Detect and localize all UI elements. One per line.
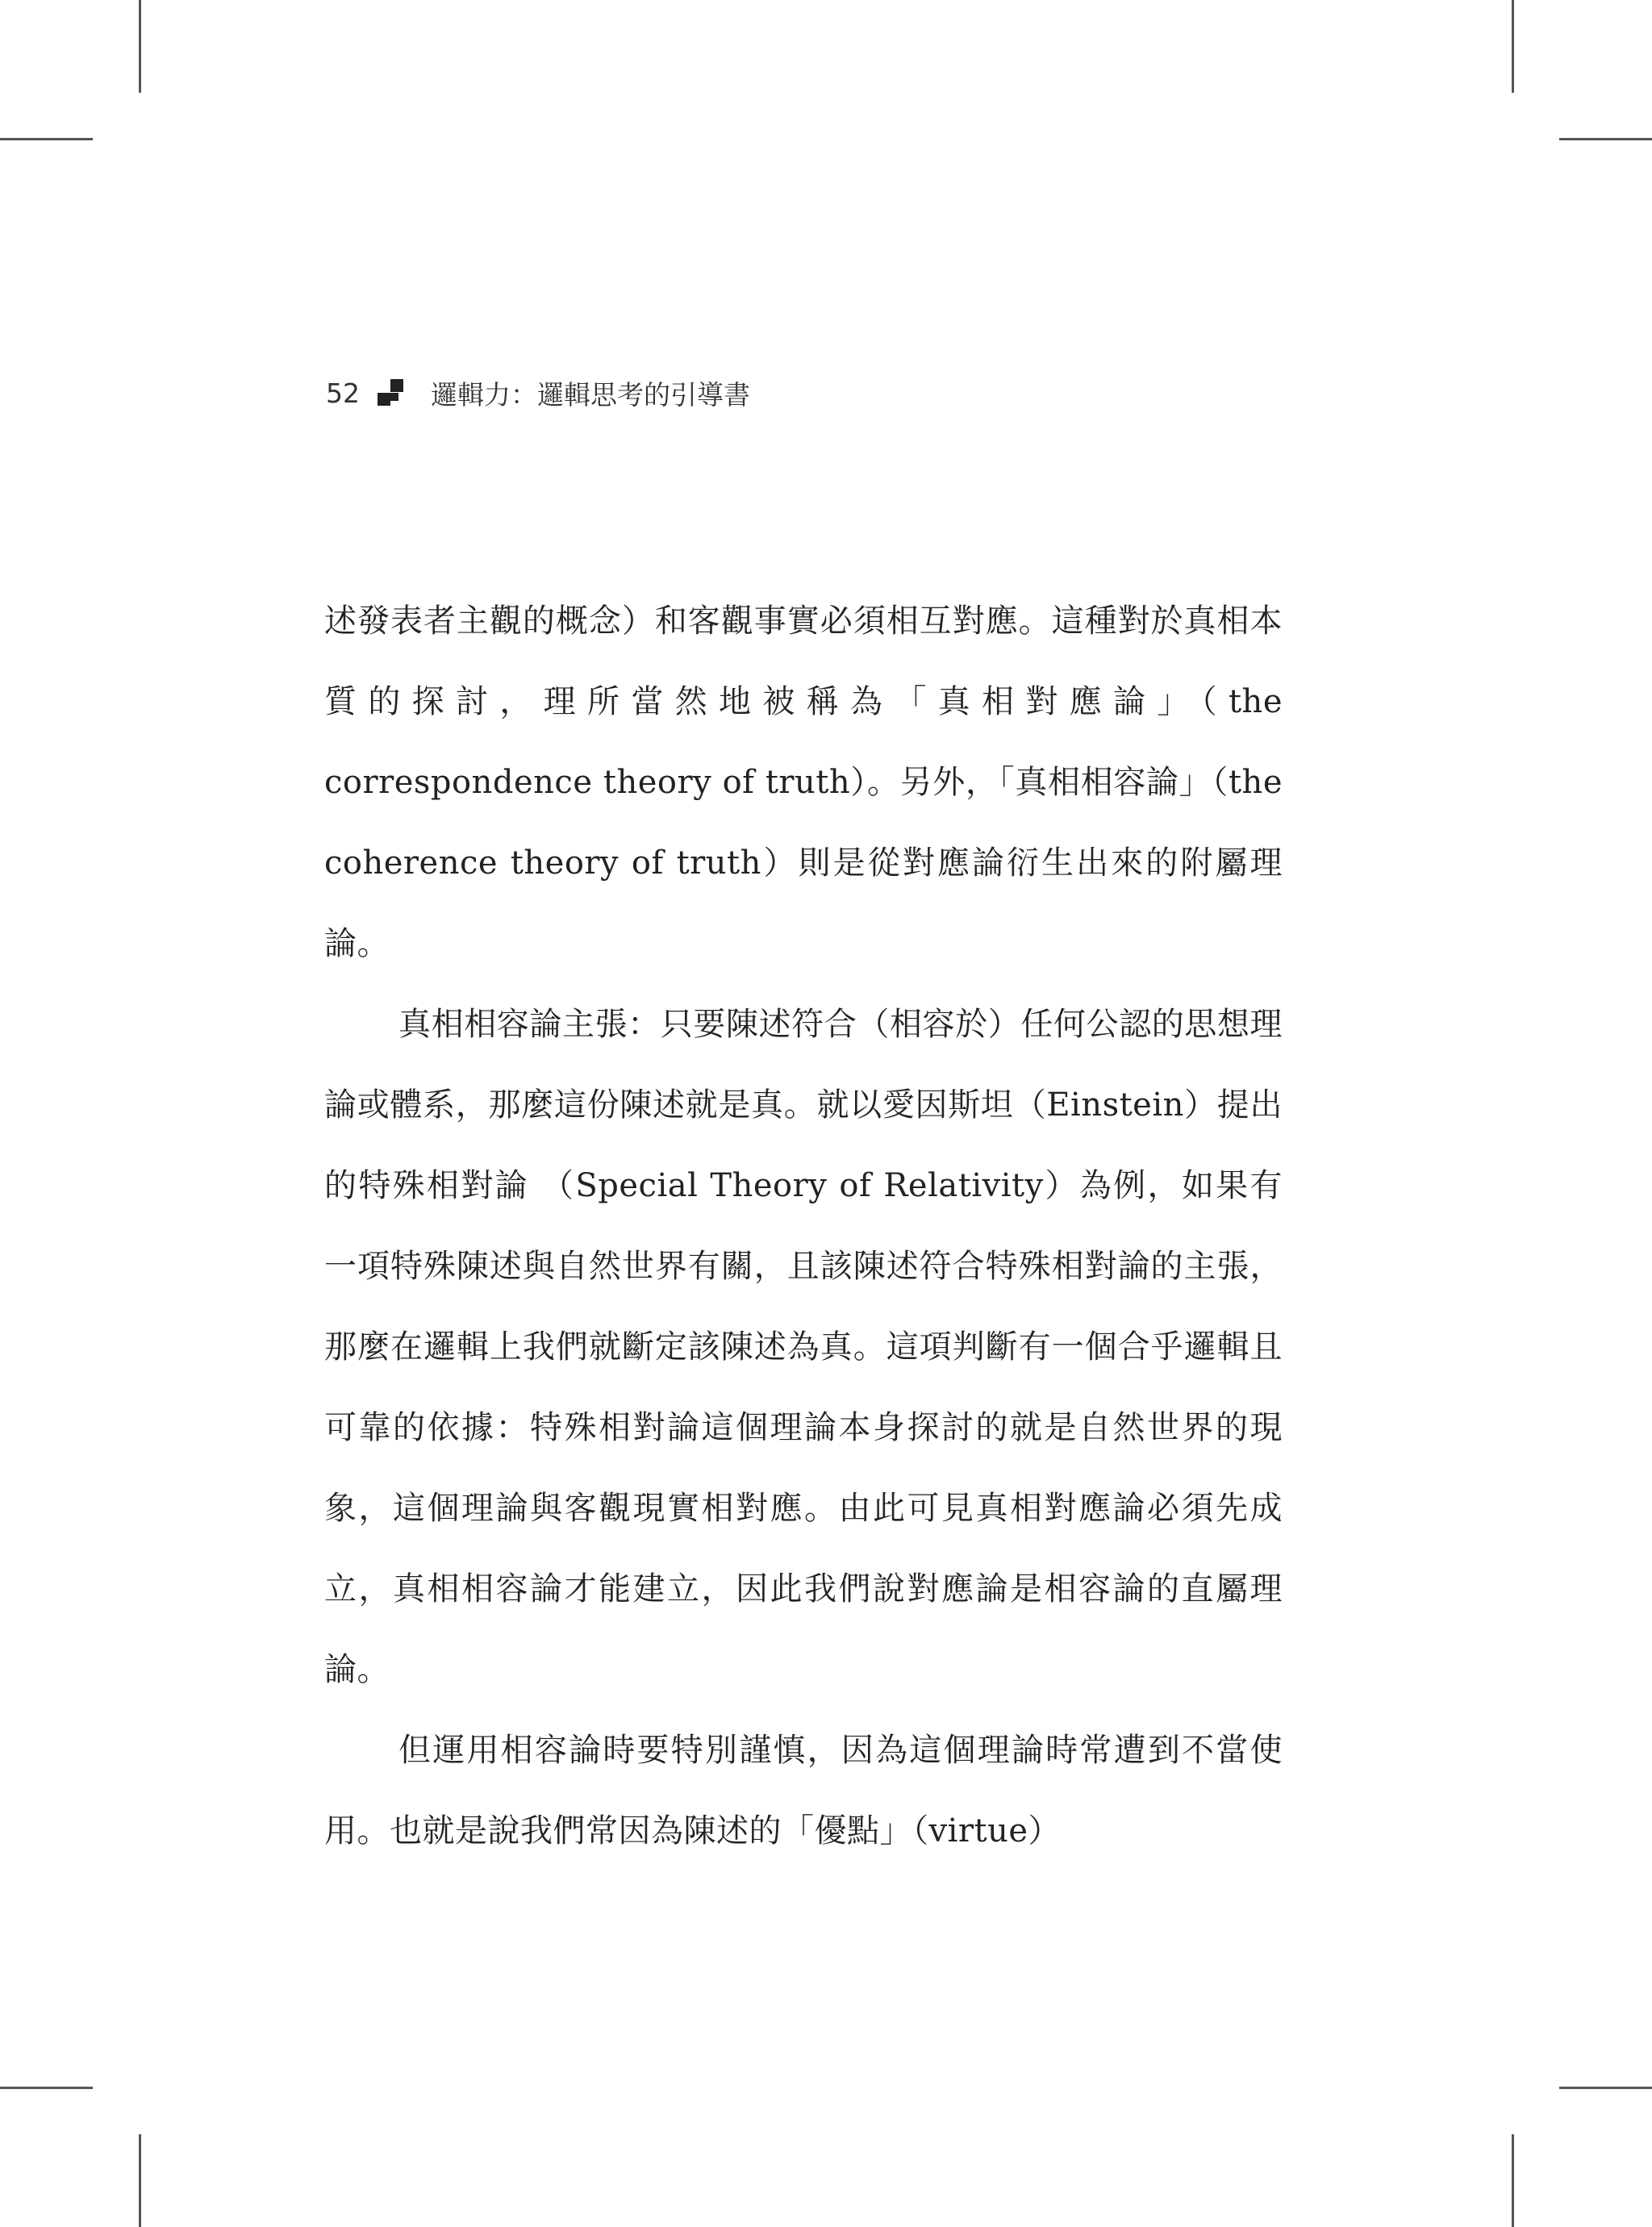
crop-mark-top-right: [1559, 138, 1652, 140]
paragraph-continuation: 述發表者主觀的概念）和客觀事實必須相互對應。這種對於真相本質的探討，理所當然地被稱為「真相對應論」（the correspondence theory of truth）。另外，「真相相容論」（the coherence theory of truth）則是從對應論衍生出來的附屬理論。: [324, 603, 1283, 962]
body-text: [324, 581, 1283, 1871]
page-number: 52: [326, 377, 360, 409]
paragraph-caution: 但運用相容論時要特別謹慎，因為這個理論時常遭到不當使用。也就是說我們常因為陳述的「優點」（virtue）: [324, 1732, 1283, 1850]
crop-mark-top-right: [1512, 0, 1514, 93]
block-ornament-icon: [378, 379, 405, 407]
crop-mark-bottom-left: [139, 2134, 141, 2227]
paragraph-coherence-theory: 真相相容論主張：只要陳述符合（相容於）任何公認的思想理論或體系，那麼這份陳述就是真。就以愛因斯坦（Einstein）提出的特殊相對論 （Special Theory of Relativity）為例，如果有一項特殊陳述與自然世界有關，且該陳述符合特殊相對論的主張，那麼在邏輯上我們就斷定該陳述為真。這項判斷有一個合乎邏輯且可靠的依據：特殊相對論這個理論本身探討的就是自然世界的現象，這個理論與客觀現實相對應。由此可見真相對應論必須先成立，真相相容論才能建立，因此我們說對應論是相容論的直屬理論。: [324, 1006, 1283, 1688]
crop-mark-top-left: [139, 0, 141, 93]
crop-mark-bottom-right: [1559, 2087, 1652, 2089]
crop-mark-bottom-right: [1512, 2134, 1514, 2227]
crop-mark-bottom-left: [0, 2087, 93, 2089]
running-head: [326, 373, 750, 413]
book-title: 邏輯力：邏輯思考的引導書: [431, 378, 750, 411]
crop-mark-top-left: [0, 138, 93, 140]
